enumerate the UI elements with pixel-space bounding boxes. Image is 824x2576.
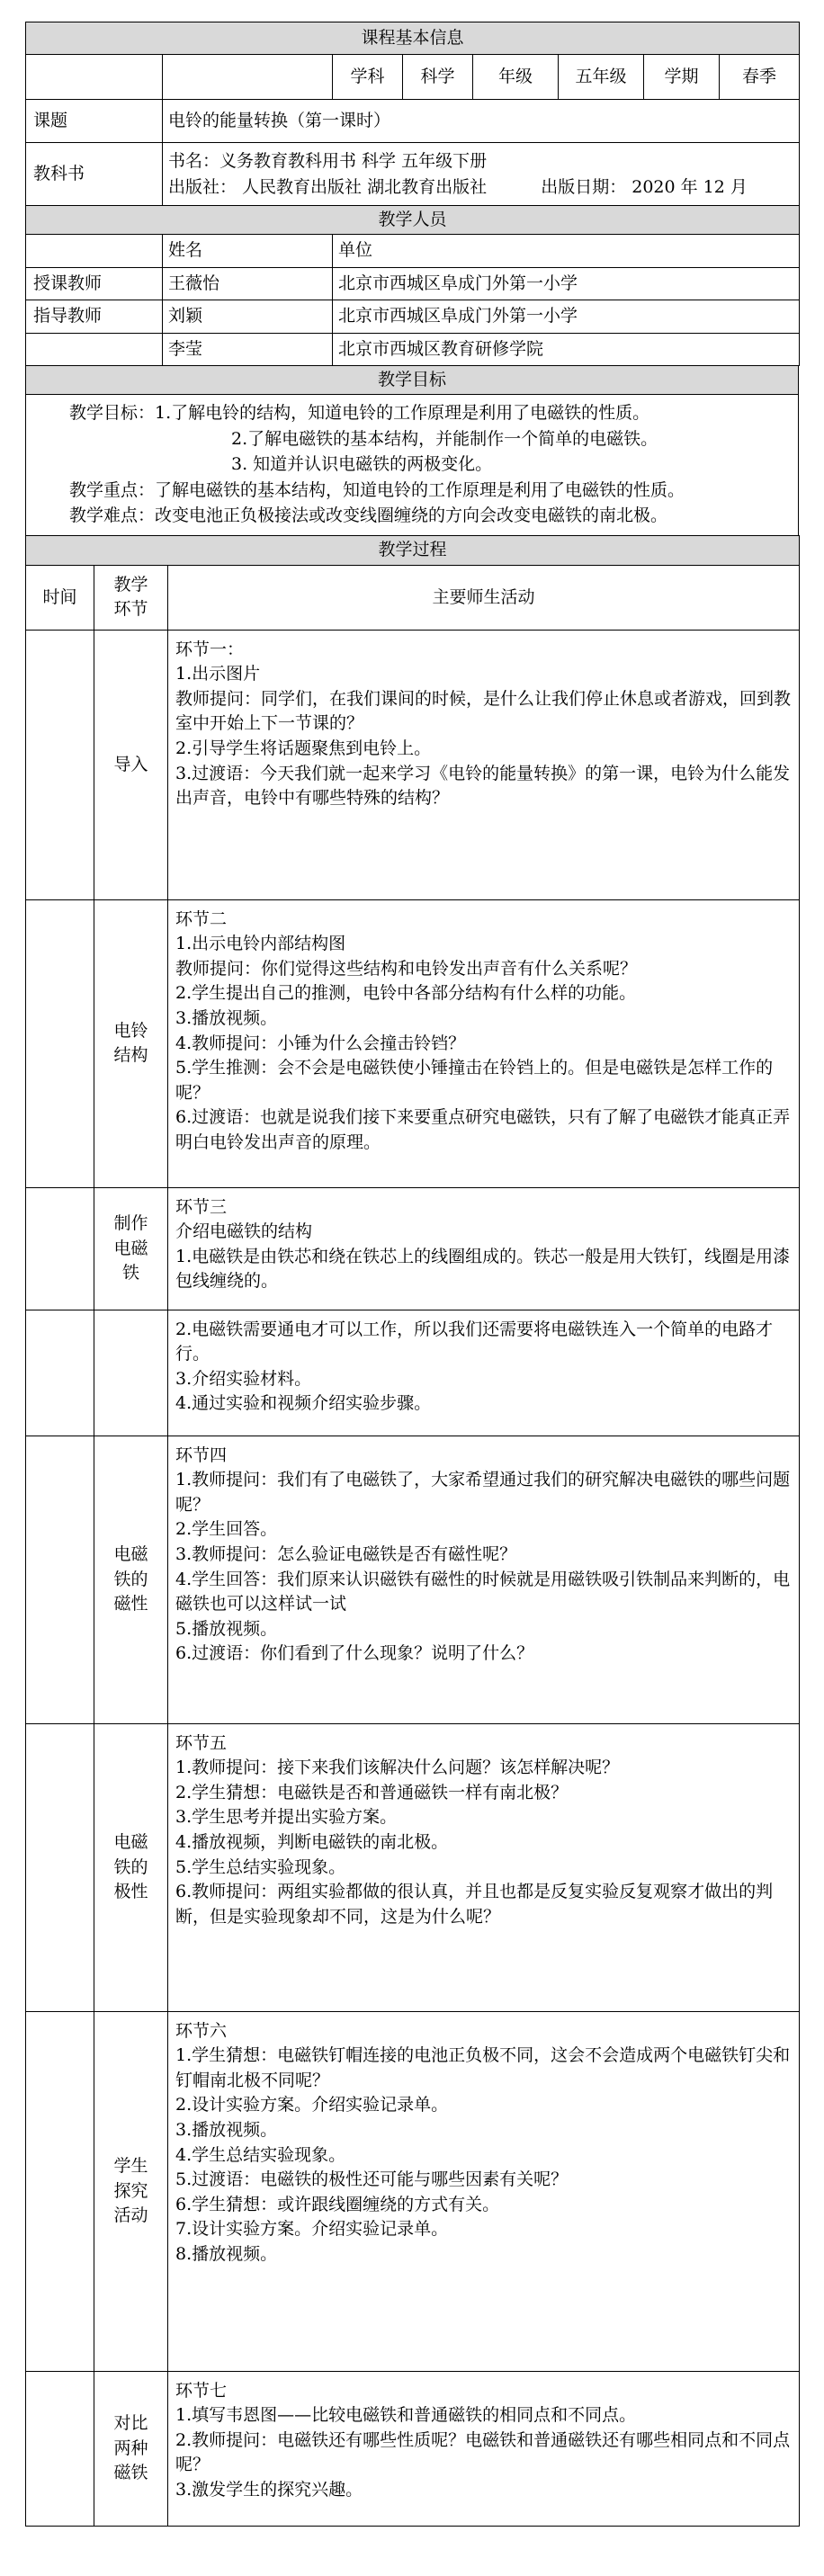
activity-line: 4.学生总结实验现象。 — [175, 2144, 346, 2165]
activity-line: 1.电磁铁是由铁芯和绕在铁芯上的线圈组成的。铁芯一般是用大铁钉，线圈是用漆包线缠绕的。 — [175, 1246, 791, 1292]
activity-line: 6.过渡语：也就是说我们接下来要重点研究电磁铁，只有了解了电磁铁才能真正弄明白电铃发出声音的原理。 — [175, 1107, 791, 1152]
stage-name — [94, 1310, 168, 1436]
activity-line: 环节六 — [175, 2020, 228, 2041]
blank-cell — [26, 55, 163, 100]
time-cell — [26, 899, 94, 1187]
goals-line: 教学目标：1.了解电铃的结构，知道电铃的工作原理是利用了电磁铁的性质。 — [69, 403, 650, 424]
activity-cell — [168, 2011, 800, 2371]
activity-line: 教师提问：你们觉得这些结构和电铃发出声音有什么关系呢？ — [175, 958, 638, 979]
objectives-content — [26, 395, 799, 537]
grade-label: 年级 — [473, 55, 559, 100]
time-cell — [26, 1310, 94, 1436]
time-cell — [26, 1723, 94, 2011]
grade-value: 五年级 — [559, 55, 644, 100]
stage-name: 电铃结构 — [94, 899, 168, 1187]
activity-line: 2.学生提出自己的推测，电铃中各部分结构有什么样的功能。 — [175, 983, 637, 1004]
stage-name: 对比两种磁铁 — [94, 2371, 168, 2526]
process-table — [25, 535, 800, 2527]
activity-line: 环节三 — [175, 1196, 228, 1217]
col-stage-header: 教学环节 — [94, 565, 168, 630]
process-row — [26, 899, 800, 1187]
staff-table — [25, 205, 800, 367]
time-cell — [26, 630, 94, 899]
process-row — [26, 2011, 800, 2371]
time-cell — [26, 1436, 94, 1723]
activity-cell — [168, 1723, 800, 2011]
activity-line: 6.过渡语：你们看到了什么现象？说明了什么？ — [175, 1643, 534, 1664]
activity-line: 1.学生猜想：电磁铁钉帽连接的电池正负极不同，这会不会造成两个电磁铁钉尖和钉帽南北极不同呢？ — [175, 2045, 791, 2090]
activity-line: 3.教师提问：怎么验证电磁铁是否有磁性呢？ — [175, 1544, 517, 1565]
activity-line: 1.填写韦恩图——比较电磁铁和普通磁铁的相同点和不同点。 — [175, 2405, 637, 2426]
basic-info-table — [25, 22, 800, 206]
semester-label: 学期 — [644, 55, 720, 100]
process-row — [26, 2371, 800, 2526]
textbook-publisher: 出版社： 人民教育出版社 湖北教育出版社 — [168, 176, 488, 197]
teacher-name: 王薇怡 — [163, 267, 333, 300]
topic-label: 课题 — [26, 100, 163, 143]
activity-line: 6.教师提问：两组实验都做的很认真，并且也都是反复实验反复观察才做出的判断，但是实验现象却不同，这是为什么呢？ — [175, 1882, 774, 1927]
activity-line: 环节一： — [175, 639, 245, 659]
activity-line: 环节二 — [175, 908, 228, 929]
advisor-unit: 北京市西城区阜成门外第一小学 — [333, 300, 800, 334]
teacher-label: 授课教师 — [26, 267, 163, 300]
goals-line: 2.了解电磁铁的基本结构，并能制作一个简单的电磁铁。 — [231, 428, 658, 449]
process-row — [26, 1436, 800, 1723]
activity-line: 8.播放视频。 — [175, 2243, 278, 2264]
activity-line: 4.学生回答：我们原来认识磁铁有磁性的时候就是用磁铁吸引铁制品来判断的，电磁铁也可以这样试一试 — [175, 1569, 791, 1614]
activity-line: 3.学生思考并提出实验方案。 — [175, 1807, 398, 1828]
teacher-unit: 北京市西城区阜成门外第一小学 — [333, 267, 800, 300]
activity-cell — [168, 1187, 800, 1310]
textbook-info — [163, 143, 800, 206]
activity-line: 2.电磁铁需要通电才可以工作，所以我们还需要将电磁铁连入一个简单的电路才行。 — [175, 1319, 774, 1364]
activity-line: 2.学生猜想：电磁铁是否和普通磁铁一样有南北极？ — [175, 1782, 569, 1802]
process-row — [26, 1187, 800, 1310]
activity-cell — [168, 1436, 800, 1723]
textbook-date: 出版日期： 2020 年 12 月 — [541, 176, 748, 197]
textbook-publish-line — [168, 174, 793, 201]
name-header: 姓名 — [163, 235, 333, 268]
advisor-unit: 北京市西城区教育研修学院 — [333, 333, 800, 366]
blank-cell — [26, 333, 163, 366]
col-time-header: 时间 — [26, 565, 94, 630]
activity-line: 2.学生回答。 — [175, 1519, 278, 1540]
textbook-title: 书名：义务教育教科用书 科学 五年级下册 — [168, 151, 488, 171]
process-row — [26, 1310, 800, 1436]
activity-line: 教师提问：同学们，在我们课间的时候，是什么让我们停止休息或者游戏，回到教室中开始上下一节课的？ — [175, 688, 792, 734]
section-header-staff: 教学人员 — [26, 205, 800, 235]
activity-line: 3.激发学生的探究兴趣。 — [175, 2480, 363, 2500]
subject-label: 学科 — [333, 55, 403, 100]
activity-line: 1.教师提问：接下来我们该解决什么问题？该怎样解决呢？ — [175, 1758, 620, 1778]
activity-line: 5.学生总结实验现象。 — [175, 1856, 346, 1877]
activity-line: 5.播放视频。 — [175, 1618, 278, 1639]
unit-header: 单位 — [333, 235, 800, 268]
stage-name: 学生探究活动 — [94, 2011, 168, 2371]
goals-line: 3. 知道并认识电磁铁的两极变化。 — [231, 454, 493, 475]
activity-line: 4.教师提问：小锤为什么会撞击铃铛？ — [175, 1033, 466, 1053]
activity-line: 3.过渡语：今天我们就一起来学习《电铃的能量转换》的第一课，电铃为什么能发出声音，电铃中有哪些特殊的结构？ — [175, 763, 791, 809]
advisor-label: 指导教师 — [26, 300, 163, 334]
blank-cell — [26, 235, 163, 268]
activity-line: 介绍电磁铁的结构 — [175, 1221, 313, 1242]
time-cell — [26, 2011, 94, 2371]
activity-cell — [168, 630, 800, 899]
semester-value: 春季 — [720, 55, 800, 100]
activity-line: 7.设计实验方案。介绍实验记录单。 — [175, 2219, 449, 2240]
activity-line: 2.设计实验方案。介绍实验记录单。 — [175, 2095, 449, 2115]
stage-name: 导入 — [94, 630, 168, 899]
objectives-table — [25, 365, 799, 537]
activity-line: 1.出示图片 — [175, 664, 261, 684]
activity-line: 3.播放视频。 — [175, 1008, 278, 1029]
stage-name: 制作电磁铁 — [94, 1187, 168, 1310]
advisor-name: 刘颖 — [163, 300, 333, 334]
subject-value: 科学 — [403, 55, 473, 100]
difficulty: 教学难点：改变电池正负极接法或改变线圈缠绕的方向会改变电磁铁的南北极。 — [69, 505, 668, 526]
activity-cell — [168, 1310, 800, 1436]
activity-line: 5.过渡语：电磁铁的极性还可能与哪些因素有关呢？ — [175, 2169, 569, 2190]
topic-value: 电铃的能量转换（第一课时） — [163, 100, 800, 143]
activity-line: 3.播放视频。 — [175, 2120, 278, 2141]
activity-line: 5.学生推测：会不会是电磁铁使小锤撞击在铃铛上的。但是电磁铁是怎样工作的呢？ — [175, 1058, 774, 1103]
time-cell — [26, 2371, 94, 2526]
section-header-objectives: 教学目标 — [26, 365, 799, 395]
col-activity-header: 主要师生活动 — [168, 565, 800, 630]
activity-line: 1.出示电铃内部结构图 — [175, 934, 346, 954]
process-row — [26, 1723, 800, 2011]
activity-line: 3.介绍实验材料。 — [175, 1368, 312, 1389]
time-cell — [26, 1187, 94, 1310]
activity-line: 4.通过实验和视频介绍实验步骤。 — [175, 1393, 432, 1414]
activity-line: 4.播放视频，判断电磁铁的南北极。 — [175, 1832, 449, 1853]
activity-cell — [168, 899, 800, 1187]
textbook-label: 教科书 — [26, 143, 163, 206]
activity-cell — [168, 2371, 800, 2526]
process-row — [26, 630, 800, 899]
activity-line: 1.教师提问：我们有了电磁铁了，大家希望通过我们的研究解决电磁铁的哪些问题呢？ — [175, 1470, 791, 1515]
stage-name: 电磁铁的极性 — [94, 1723, 168, 2011]
activity-line: 6.学生猜想：或许跟线圈缠绕的方式有关。 — [175, 2194, 500, 2214]
activity-line: 2.引导学生将话题聚焦到电铃上。 — [175, 738, 432, 759]
advisor-name: 李莹 — [163, 333, 333, 366]
section-header-basic-info: 课程基本信息 — [26, 22, 800, 55]
blank-cell — [163, 55, 333, 100]
activity-line: 环节七 — [175, 2380, 228, 2401]
activity-line: 环节四 — [175, 1445, 228, 1465]
key-point: 教学重点：了解电磁铁的基本结构，知道电铃的工作原理是利用了电磁铁的性质。 — [69, 479, 685, 500]
section-header-process: 教学过程 — [26, 536, 800, 566]
stage-name: 电磁铁的磁性 — [94, 1436, 168, 1723]
activity-line: 2.教师提问：电磁铁还有哪些性质呢？电磁铁和普通磁铁还有哪些相同点和不同点呢？ — [175, 2429, 791, 2475]
activity-line: 环节五 — [175, 1732, 228, 1753]
